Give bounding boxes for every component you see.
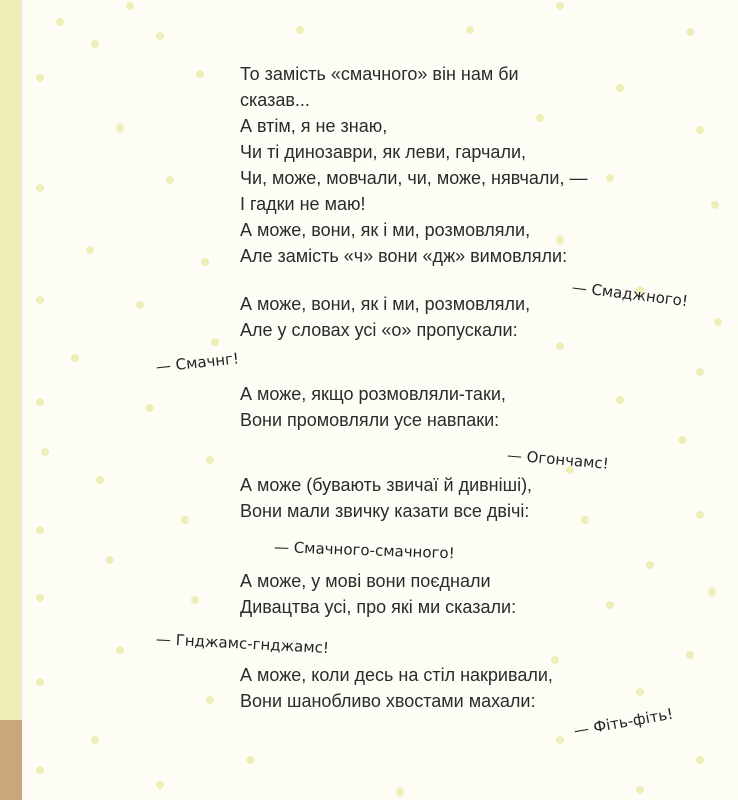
poem-line: То замість «смачного» він нам би [240, 64, 519, 84]
poem-line: А може, вони, як і ми, розмовляли, [240, 294, 531, 314]
exclamation-3: — Огончамс! [506, 446, 610, 473]
poem-line: Чи, може, мовчали, чи, може, нявчали, — [240, 168, 588, 188]
poem-line: А втім, я не знаю, [240, 116, 388, 136]
poem-line: А може, якщо розмовляли-таки, [240, 384, 506, 404]
exclamation-6: — Фіть-фіть! [572, 704, 675, 740]
exclamation-2: — Смачнг! [155, 349, 240, 376]
poem-line: Дивацтва усі, про які ми сказали: [240, 597, 517, 617]
poem-line: Вони шанобливо хвостами махали: [240, 691, 536, 711]
poem-line: Чи ті динозаври, як леви, гарчали, [240, 142, 526, 162]
poem-line: А може, вони, як і ми, розмовляли, [240, 220, 531, 240]
poem-line: Але замість «ч» вони «дж» вимовляли: [240, 246, 568, 266]
poem-line: Вони мали звичку казати все двічі: [240, 501, 530, 521]
poem-line: Але у словах усі «о» пропускали: [240, 320, 518, 340]
poem-line: І гадки не маю! [240, 194, 366, 214]
poem-line: А може (бувають звичаї й дивніші), [240, 475, 533, 495]
poem-line: сказав... [240, 90, 310, 110]
exclamation-1: — Смаджного! [570, 278, 689, 311]
exclamation-5: — Гнджамс-гнджамс! [155, 630, 330, 658]
exclamation-4: — Смачного-смачного! [273, 538, 455, 563]
poem-line: Вони промовляли усе навпаки: [240, 410, 500, 430]
book-page [22, 0, 738, 800]
poem-line: А може, коли десь на стіл накривали, [240, 665, 553, 685]
poem-line: А може, у мові вони поєднали [240, 571, 491, 591]
